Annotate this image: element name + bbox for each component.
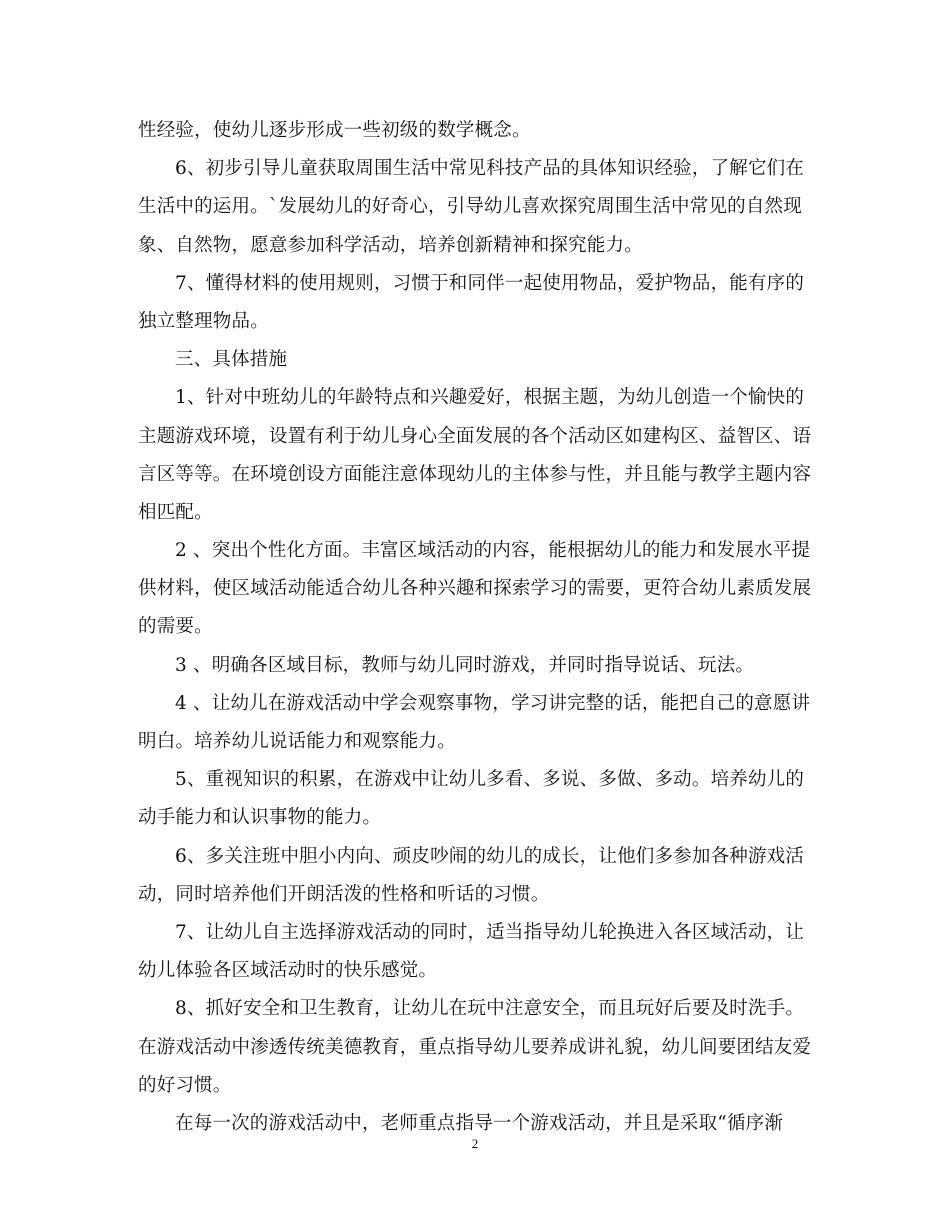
text-line: 动，同时培养他们开朗活泼的性格和听话的习惯。 [138, 883, 550, 905]
text-line: 的好习惯。 [138, 1074, 232, 1096]
text-line: 7、让幼儿自主选择游戏活动的同时，适当指导幼儿轮换进入各区域活动，让 [175, 921, 805, 943]
text-line: 5、重视知识的积累，在游戏中让幼儿多看、多说、多做、多动。培养幼儿的 [175, 769, 805, 791]
text-line: 言区等等。在环境创设方面能注意体现幼儿的主体参与性，并且能与教学主题内容 [138, 463, 812, 485]
text-line: 动手能力和认识事物的能力。 [138, 807, 382, 829]
document-body [138, 112, 814, 1143]
text-line: 3 、明确各区域目标，教师与幼儿同时游戏，并同时指导说话、玩法。 [175, 654, 755, 676]
text-line: 明白。培养幼儿说话能力和观察能力。 [138, 731, 456, 752]
text-line: 6、多关注班中胆小内向、顽皮吵闹的幼儿的成长，让他们多参加各种游戏活 [175, 845, 805, 867]
text-line: 2 、突出个性化方面。丰富区域活动的内容，能根据幼儿的能力和发展水平提 [175, 540, 811, 562]
text-line: 独立整理物品。 [138, 310, 269, 332]
text-line: 主题游戏环境，设置有利于幼儿身心全面发展的各个活动区如建构区、益智区、语 [138, 425, 812, 447]
text-line: 6、初步引导儿童获取周围生活中常见科技产品的具体知识经验，了解它们在 [175, 158, 805, 180]
page-number: 2 [471, 1136, 479, 1151]
text-line: 在游戏活动中渗透传统美德教育，重点指导幼儿要养成讲礼貌，幼儿间要团结友爱 [138, 1036, 812, 1058]
text-line: 供材料，使区域活动能适合幼儿各种兴趣和探索学习的需要，更符合幼儿素质发展 [138, 578, 812, 600]
text-line: 生活中的运用。`发展幼儿的好奇心，引导幼儿喜欢探究周围生活中常见的自然现 [138, 196, 802, 218]
text-line: 1、针对中班幼儿的年龄特点和兴趣爱好，根据主题，为幼儿创造一个愉快的 [175, 387, 805, 409]
text-line: 的需要。 [138, 616, 213, 638]
text-line: 7、懂得材料的使用规则，习惯于和同伴一起使用物品，爱护物品，能有序的 [175, 272, 805, 294]
text-line: 8、抓好安全和卫生教育，让幼儿在玩中注意安全，而且玩好后要及时洗手。 [175, 998, 805, 1020]
text-line: 相匹配。 [138, 501, 213, 523]
text-line: 性经验，使幼儿逐步形成一些初级的数学概念。 [138, 120, 531, 141]
text-line: 4 、让幼儿在游戏活动中学会观察事物，学习讲完整的话，能把自己的意愿讲 [175, 692, 811, 714]
text-line: 象、自然物，愿意参加科学活动，培养创新精神和探究能力。 [138, 234, 643, 256]
section-heading: 三、具体措施 [175, 349, 288, 371]
text-line: 在每一次的游戏活动中，老师重点指导一个游戏活动，并且是采取“循序渐 [175, 1112, 784, 1134]
text-line: 幼儿体验各区域活动时的快乐感觉。 [138, 960, 438, 982]
